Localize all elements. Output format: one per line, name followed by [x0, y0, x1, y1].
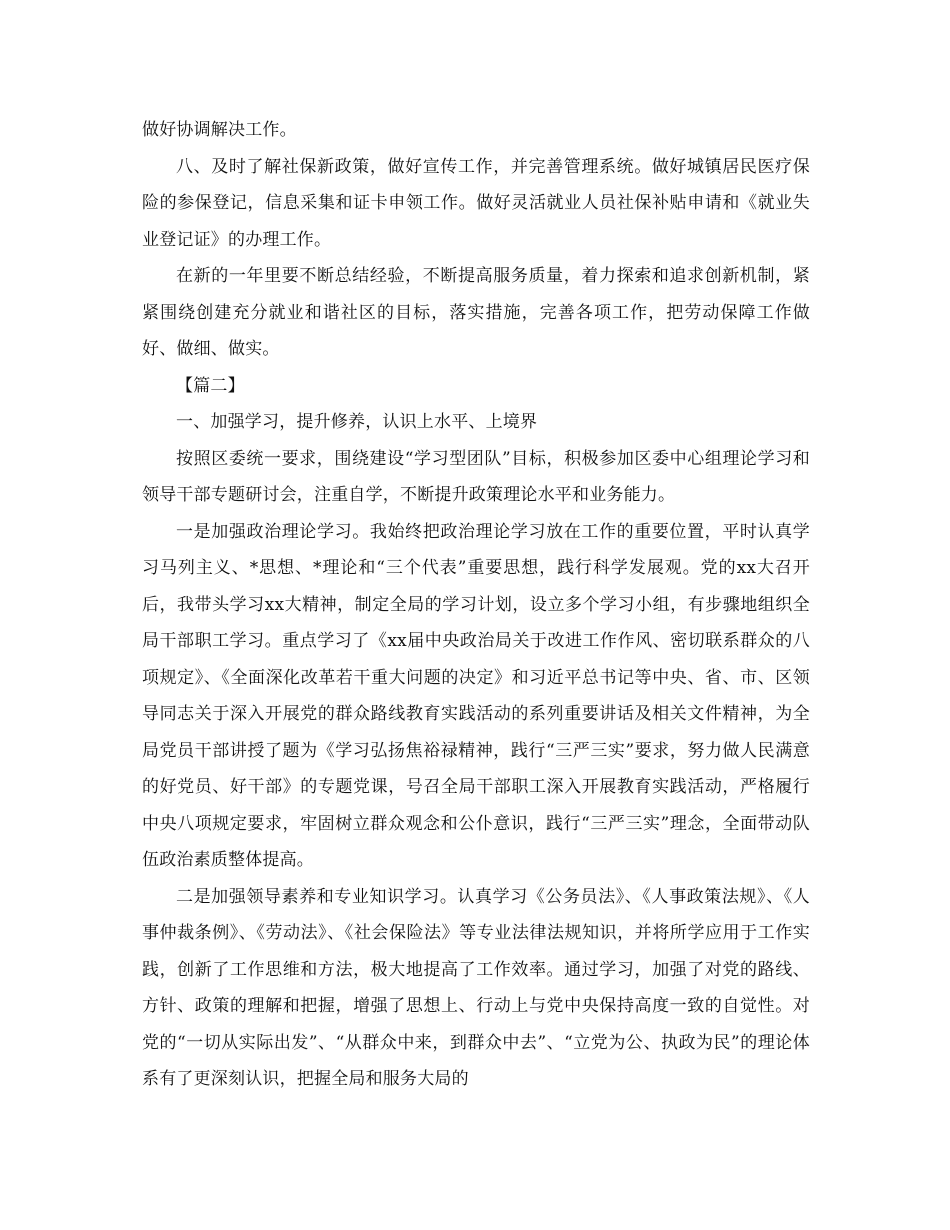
section-heading-part-two: 【篇二】 — [176, 375, 245, 396]
document-body — [142, 112, 810, 1098]
paragraph-district-requirements: 按照区委统一要求，围绕建设“学习型团队”目标，积极参加区委中心组理论学习和领导干部专题研讨会，注重自学，不断提升政策理论水平和业务能力。 — [142, 448, 810, 505]
paragraph-new-year: 在新的一年里要不断总结经验，不断提高服务质量，着力探索和追求创新机制，紧紧围绕创建充分就业和谐社区的目标，落实措施，完善各项工作，把劳动保障工作做好、做细、做实。 — [142, 266, 810, 359]
paragraph-continuation: 做好协调解决工作。 — [142, 120, 297, 140]
subheading-study: 一、加强学习，提升修养，认识上水平、上境界 — [176, 412, 538, 432]
paragraph-political-study: 一是加强政治理论学习。我始终把政治理论学习放在工作的重要位置，平时认真学习马列主义、*思想、*理论和“三个代表”重要思想，践行科学发展观。党的xx大召开后，我带头学习xx大精神，制定全局的学习计划，设立多个学习小组，有步骤地组织全局干部职工学习。重点学习了《xx届中央政治局关于改进工作作风、密切联系群众的八项规定》、《全面深化改革若干重大问题的决定》和习近平总书记等中央、省、市、区领导同志关于深入开展党的群众路线教育实践活动的系列重要讲话及相关文件精神，为全局党员干部讲授了题为《学习弘扬焦裕禄精神，践行“三严三实”要求，努力做人民满意的好党员、好干部》的专题党课，号召全局干部职工深入开展教育实践活动，严格履行中央八项规定要求，牢固树立群众观念和公仆意识，践行“三严三实”理念，全面带动队伍政治素质整体提高。 — [142, 521, 810, 870]
paragraph-professional-study: 二是加强领导素养和专业知识学习。认真学习《公务员法》、《人事政策法规》、《人事仲裁条例》、《劳动法》、《社会保险法》等专业法律法规知识，并将所学应用于工作实践，创新了工作思维和方法，极大地提高了工作效率。通过学习，加强了对党的路线、方针、政策的理解和把握，增强了思想上、行动上与党中央保持高度一致的自觉性。对党的“一切从实际出发”、“从群众中来，到群众中去”、“立党为公、执政为民”的理论体系有了更深刻认识，把握全局和服务大局的 — [142, 886, 810, 1089]
paragraph-item-eight: 八、及时了解社保新政策，做好宣传工作，并完善管理系统。做好城镇居民医疗保险的参保登记，信息采集和证卡申领工作。做好灵活就业人员社保补贴申请和《就业失业登记证》的办理工作。 — [142, 156, 810, 250]
